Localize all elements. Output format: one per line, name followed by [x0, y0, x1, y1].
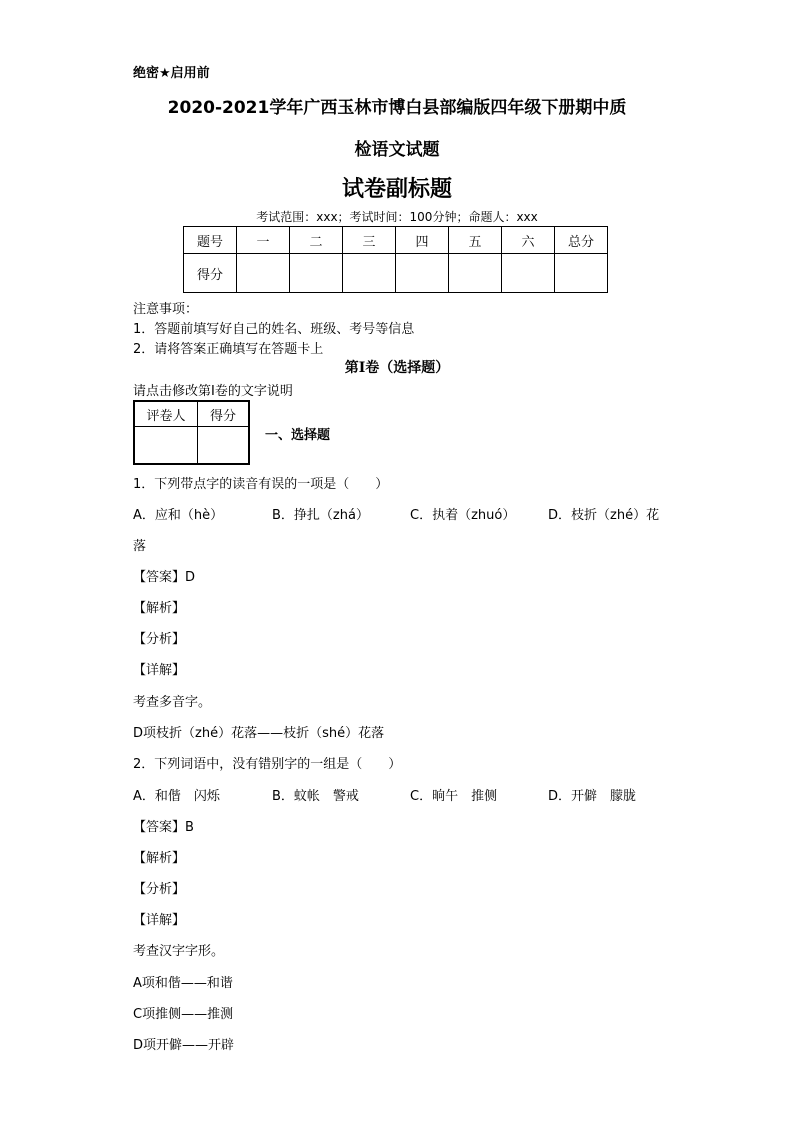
q2-fenxi: 【分析】	[133, 882, 186, 897]
q2-explain: A项和偕——和谐	[133, 976, 233, 991]
grader-cell	[198, 427, 250, 465]
score-header-cell: 五	[449, 227, 502, 254]
grader-header-row	[134, 401, 249, 427]
q2-explain: 考查汉字字形。	[133, 944, 225, 959]
q1-stem: 1．下列带点字的读音有误的一项是（ ）	[133, 477, 389, 492]
section-title: 一、选择题	[265, 428, 331, 443]
grader-blank-row	[134, 427, 249, 465]
score-cell	[502, 254, 555, 293]
grader-cell	[134, 427, 198, 465]
exam-info: 考试范围：xxx；考试时间：100分钟；命题人：xxx	[256, 210, 538, 224]
grader-table	[133, 400, 250, 465]
q1-detail: 【详解】	[133, 663, 186, 678]
q2-explain: C项推侧——推测	[133, 1007, 234, 1022]
q1-fenxi: 【分析】	[133, 632, 186, 647]
note-item: 2．请将答案正确填写在答题卡上	[133, 342, 324, 357]
score-header-cell: 二	[290, 227, 343, 254]
notes-heading: 注意事项：	[133, 302, 199, 317]
q1-analysis: 【解析】	[133, 601, 186, 616]
exam-title-line2: 检语文试题	[354, 140, 440, 160]
q1-option-d: D．枝折（zhé）花	[548, 508, 660, 523]
q2-option-c: C．晌午 推侧	[410, 789, 498, 804]
q1-option-c: C．执着（zhuó）	[410, 508, 516, 523]
score-cell	[449, 254, 502, 293]
score-header-cell: 题号	[184, 227, 237, 254]
q2-explain: D项开僻——开辟	[133, 1038, 235, 1053]
q2-option-b: B．蚊帐 警戒	[272, 789, 359, 804]
score-cell	[343, 254, 396, 293]
q1-answer: 【答案】D	[133, 570, 196, 585]
grader-label: 评卷人	[134, 401, 198, 427]
q2-analysis: 【解析】	[133, 851, 186, 866]
score-header-cell: 四	[396, 227, 449, 254]
score-header-cell: 总分	[555, 227, 608, 254]
q2-answer: 【答案】B	[133, 820, 194, 835]
volume-title: 第I卷（选择题）	[344, 360, 450, 376]
q1-explain: 考查多音字。	[133, 695, 212, 710]
q2-detail: 【详解】	[133, 913, 186, 928]
secret-label: 绝密★启用前	[133, 66, 210, 81]
score-cell	[290, 254, 343, 293]
score-table-header-row	[184, 227, 608, 254]
score-cell	[396, 254, 449, 293]
q2-option-d: D．开僻 朦胧	[548, 789, 637, 804]
q2-stem: 2．下列词语中，没有错别字的一组是（ ）	[133, 757, 402, 772]
score-header-cell: 六	[502, 227, 555, 254]
score-header-cell: 三	[343, 227, 396, 254]
score-row-label: 得分	[184, 254, 237, 293]
grader-score-label: 得分	[198, 401, 250, 427]
score-table	[183, 226, 608, 293]
score-cell	[237, 254, 290, 293]
exam-subtitle: 试卷副标题	[341, 177, 452, 202]
q2-option-a: A．和偕 闪烁	[133, 789, 220, 804]
score-table-score-row	[184, 254, 608, 293]
q1-explain: D项枝折（zhé）花落——枝折（shé）花落	[133, 726, 385, 741]
volume-description: 请点击修改第I卷的文字说明	[133, 384, 293, 399]
note-item: 1．答题前填写好自己的姓名、班级、考号等信息	[133, 322, 415, 337]
q1-option-a: A．应和（hè）	[133, 508, 224, 523]
score-header-cell: 一	[237, 227, 290, 254]
q1-option-b: B．挣扎（zhá）	[272, 508, 369, 523]
score-cell	[555, 254, 608, 293]
q1-option-wrap: 落	[133, 539, 147, 554]
exam-title-line1: 2020-2021学年广西玉林市博白县部编版四年级下册期中质	[167, 98, 627, 118]
